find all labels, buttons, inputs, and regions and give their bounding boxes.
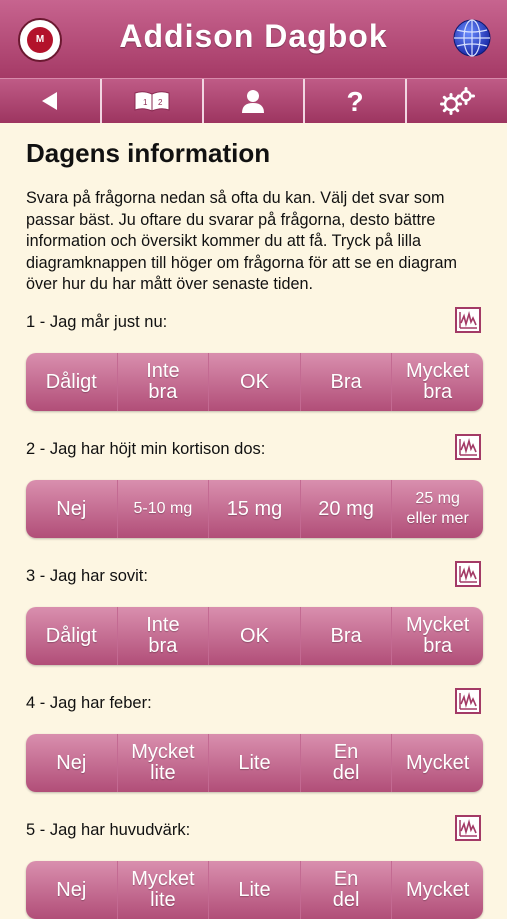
chart-button[interactable] [455,434,481,460]
main-toolbar [0,78,507,123]
answer-option[interactable]: Dåligt [26,607,118,665]
answer-options [26,734,483,792]
answer-options [26,353,483,411]
answer-option[interactable]: Dåligt [26,353,118,411]
page-title: Dagens information [26,138,271,168]
question-label: 4 - Jag har feber: [26,694,152,712]
answer-option[interactable]: Bra [301,607,393,665]
app-header [0,0,507,78]
answer-option[interactable]: Inte bra [118,607,210,665]
back-button[interactable] [0,79,102,123]
svg-text:?: ? [346,86,364,116]
answer-option[interactable]: Mycket lite [118,734,210,792]
answer-option[interactable]: Lite [209,861,301,919]
answer-option[interactable]: Mycket bra [406,360,470,403]
answer-option[interactable]: Nej [26,480,118,538]
answer-option[interactable]: Bra [301,353,393,411]
answer-options [26,607,483,665]
answer-option[interactable]: Lite [209,734,301,792]
answer-option[interactable]: Nej [26,861,118,919]
chart-button[interactable] [455,307,481,333]
question-label: 3 - Jag har sovit: [26,567,148,585]
answer-option[interactable]: 25 mg eller mer [406,490,469,527]
person-icon [239,87,267,115]
answer-option[interactable]: 5-10 mg [118,480,210,538]
answer-option[interactable]: Mycket bra [406,614,470,657]
line-chart-icon [457,690,479,712]
question-label: 1 - Jag mår just nu: [26,313,168,331]
answer-option[interactable]: OK [209,607,301,665]
answer-option[interactable]: Inte bra [118,353,210,411]
help-button[interactable] [305,79,407,123]
help-icon [343,86,367,116]
profile-button[interactable] [204,79,306,123]
intro-text: Svara på frågorna nedan så ofta du kan. Välj det svar som passar bäst. Ju oftare du svarar på frågorna, desto bättre information och översikt kommer du att få. Tryck på lilla diagramknappen till höger om frågorna för att se en diagram över hur du har mått över senaste tiden. [26,189,458,293]
question-label: 5 - Jag har huvudvärk: [26,821,191,839]
question-label: 2 - Jag har höjt min kortison dos: [26,440,266,458]
globe-icon[interactable] [452,18,492,58]
answer-option[interactable]: En del [301,861,393,919]
answer-option[interactable]: Mycket [406,751,470,774]
answer-option[interactable]: Nej [26,734,118,792]
svg-text:1: 1 [142,98,148,107]
diary-button[interactable] [102,79,204,123]
line-chart-icon [457,563,479,585]
chart-button[interactable] [455,688,481,714]
answer-option[interactable]: Mycket lite [118,861,210,919]
answer-options [26,861,483,919]
line-chart-icon [457,817,479,839]
answer-option[interactable]: En del [301,734,393,792]
open-book-icon [133,88,171,114]
answer-option[interactable]: 15 mg [209,480,301,538]
chart-button[interactable] [455,561,481,587]
answer-option[interactable]: OK [209,353,301,411]
line-chart-icon [457,309,479,331]
logo-mark: M [35,34,45,45]
gears-icon [437,86,477,116]
answer-options [26,480,483,538]
answer-option[interactable]: Mycket [406,878,470,901]
line-chart-icon [457,436,479,458]
back-arrow-icon [38,89,62,113]
app-title: Addison Dagbok [119,18,388,54]
svg-text:2: 2 [157,98,163,107]
answer-option[interactable]: 20 mg [301,480,393,538]
chart-button[interactable] [455,815,481,841]
settings-button[interactable] [407,79,507,123]
